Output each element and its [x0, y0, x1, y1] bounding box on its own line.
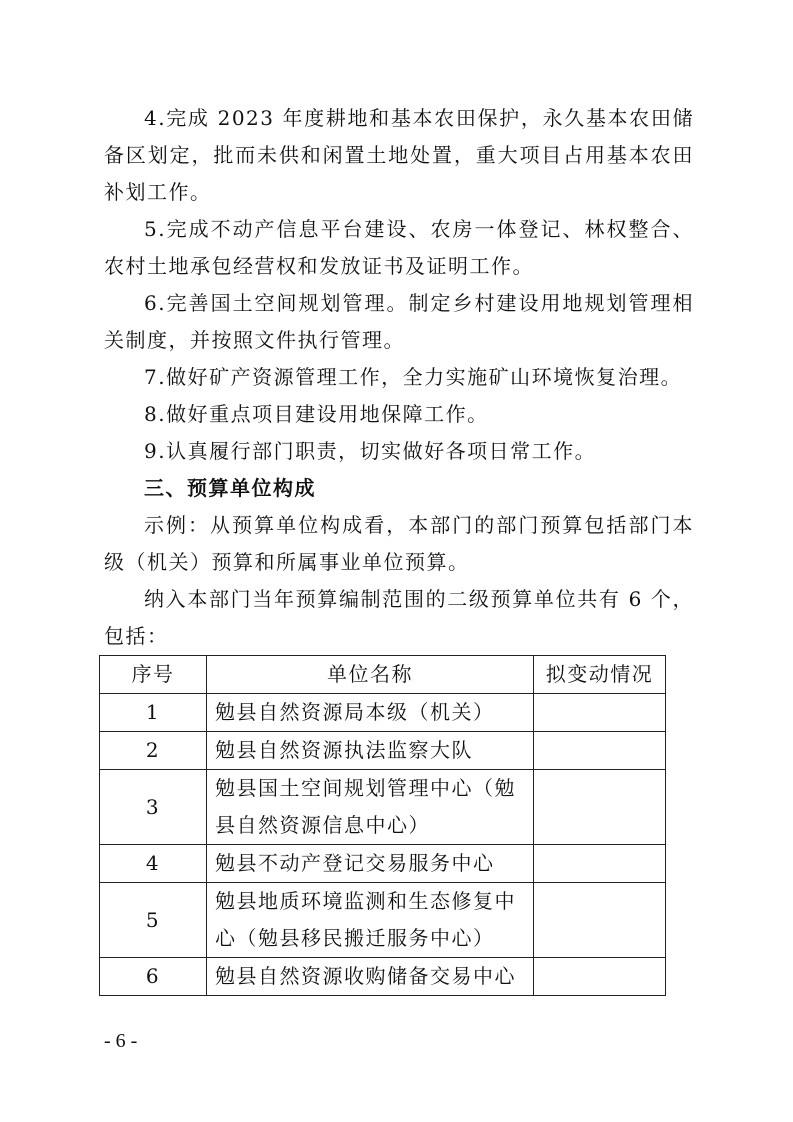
- table-header-row: [100, 656, 666, 694]
- row-planned-change: [534, 732, 666, 770]
- intro-paragraph-units-count: 纳入本部门当年预算编制范围的二级预算单位共有 6 个，包括：: [104, 587, 694, 648]
- row-number: 2: [100, 732, 207, 770]
- paragraph-item-8: 8.做好重点项目建设用地保障工作。: [144, 402, 489, 426]
- paragraph-item-7: 7.做好矿产资源管理工作，全力实施矿山环境恢复治理。: [144, 365, 683, 389]
- paragraph-item-5: 5.完成不动产信息平台建设、农房一体登记、林权整合、农村土地承包经营权和发放证书及证明工作。: [104, 217, 694, 278]
- row-number: 3: [100, 770, 207, 845]
- table-row: [100, 845, 666, 883]
- header-unit-name: 单位名称: [207, 656, 534, 694]
- table-row: [100, 958, 666, 996]
- paragraph-item-4: 4.完成 2023 年度耕地和基本农田保护，永久基本农田储备区划定，批而未供和闲置土地处置，重大项目占用基本农田补划工作。: [104, 106, 694, 204]
- table-row: [100, 732, 666, 770]
- table-row: [100, 883, 666, 958]
- row-planned-change: [534, 770, 666, 845]
- row-planned-change: [534, 958, 666, 996]
- row-unit-name: 勉县不动产登记交易服务中心: [207, 845, 534, 883]
- table-row: [100, 770, 666, 845]
- row-planned-change: [534, 845, 666, 883]
- header-planned-change: 拟变动情况: [534, 656, 666, 694]
- budget-units-table: [99, 655, 666, 996]
- row-unit-name: 勉县地质环境监测和生态修复中心（勉县移民搬迁服务中心）: [207, 883, 534, 958]
- row-unit-name: 勉县国土空间规划管理中心（勉县自然资源信息中心）: [207, 770, 534, 845]
- section-heading: 三、预算单位构成: [144, 476, 316, 500]
- row-number: 5: [100, 883, 207, 958]
- table-row: [100, 694, 666, 732]
- header-serial-number: 序号: [100, 656, 207, 694]
- row-planned-change: [534, 883, 666, 958]
- intro-paragraph-example: 示例：从预算单位构成看，本部门的部门预算包括部门本级（机关）预算和所属事业单位预算。: [104, 513, 694, 574]
- row-planned-change: [534, 694, 666, 732]
- paragraph-item-9: 9.认真履行部门职责，切实做好各项日常工作。: [144, 439, 597, 463]
- paragraph-item-6: 6.完善国土空间规划管理。制定乡村建设用地规划管理相关制度，并按照文件执行管理。: [104, 291, 694, 352]
- row-unit-name: 勉县自然资源执法监察大队: [207, 732, 534, 770]
- row-unit-name: 勉县自然资源收购储备交易中心: [207, 958, 534, 996]
- row-number: 6: [100, 958, 207, 996]
- row-unit-name: 勉县自然资源局本级（机关）: [207, 694, 534, 732]
- row-number: 4: [100, 845, 207, 883]
- row-number: 1: [100, 694, 207, 732]
- page-number: - 6 -: [104, 1030, 138, 1052]
